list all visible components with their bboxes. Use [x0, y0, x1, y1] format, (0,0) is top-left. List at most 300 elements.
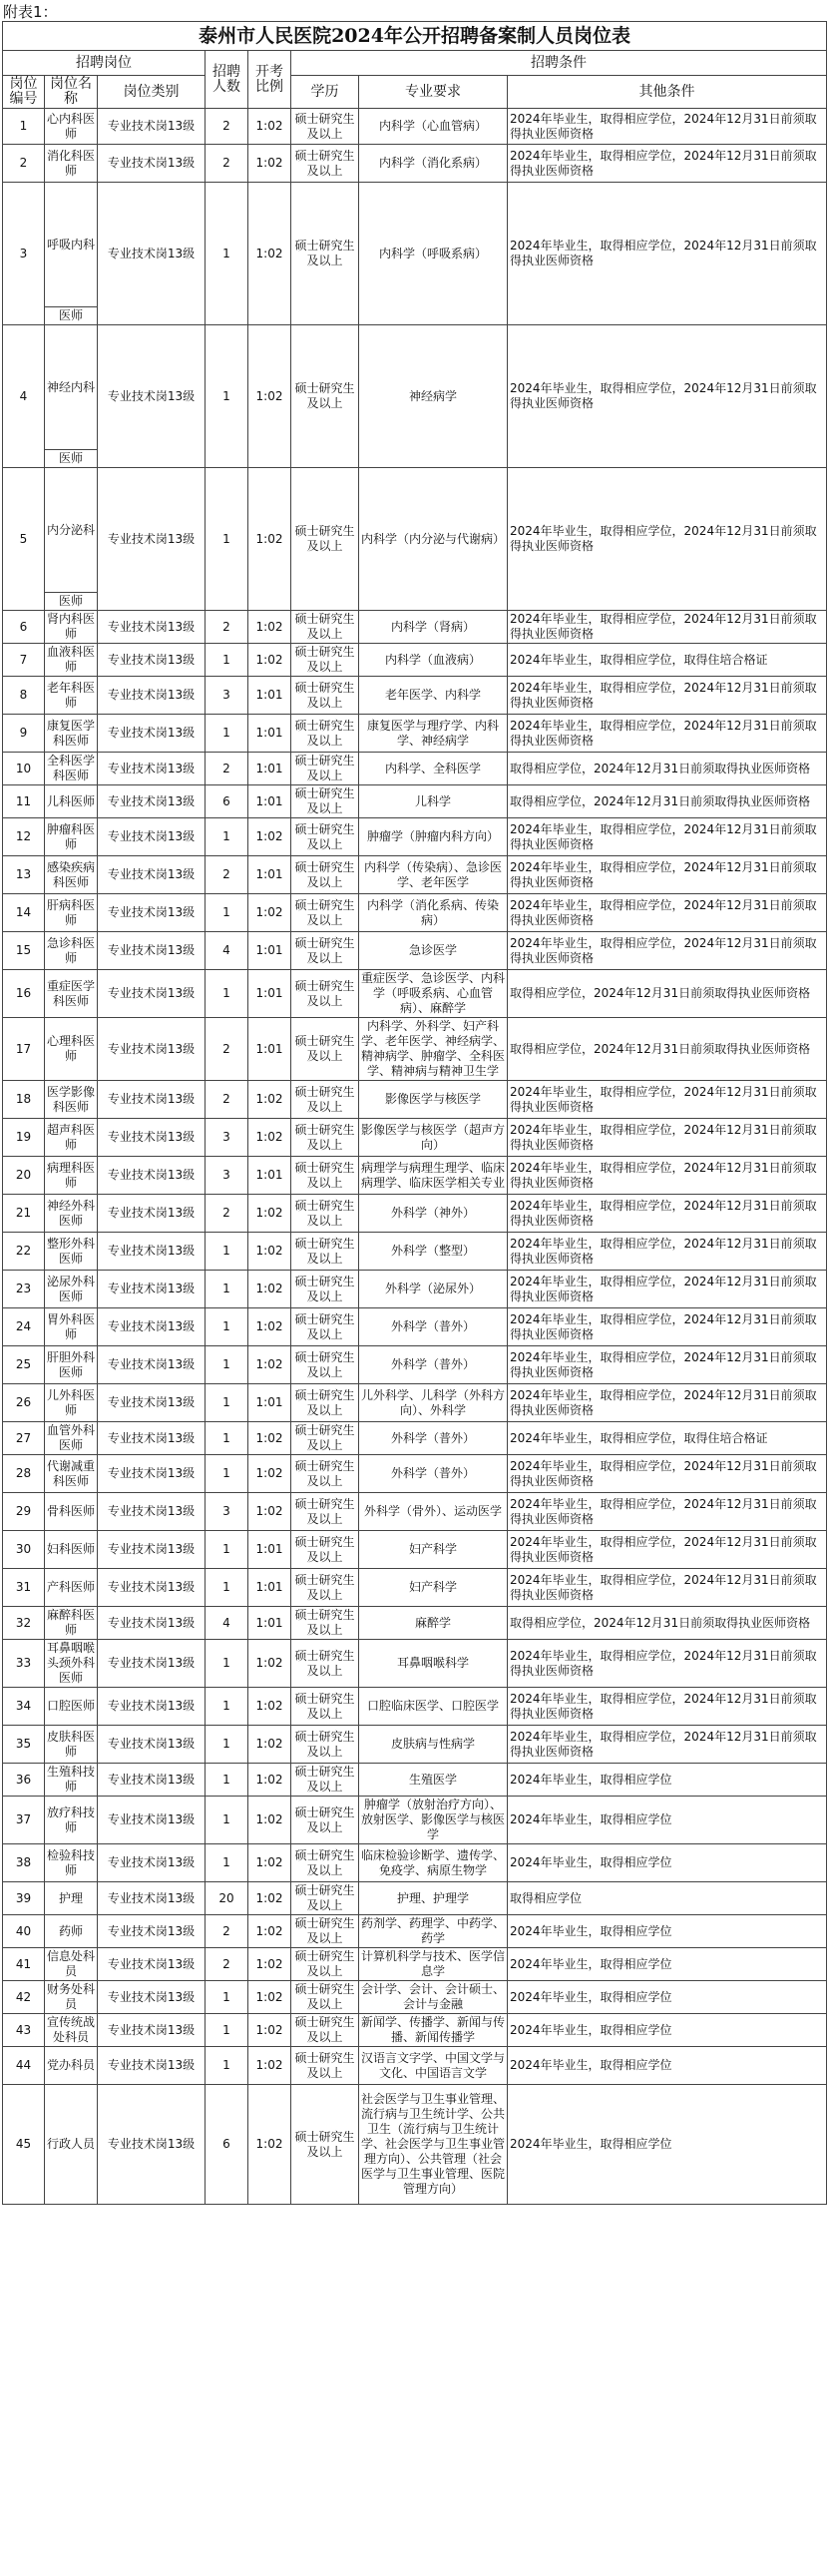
cell-count: 2 [206, 856, 248, 894]
cell-ratio: 1:02 [248, 1797, 291, 1844]
cell-other: 2024年毕业生，取得相应学位，2024年12月31日前须取得执业医师资格 [508, 1640, 827, 1688]
cell-ratio: 1:01 [248, 1531, 291, 1569]
cell-major: 内科学（心血管病） [359, 109, 508, 145]
cell-code: 41 [3, 1948, 45, 1981]
cell-count: 1 [206, 644, 248, 677]
cell-count: 1 [206, 1797, 248, 1844]
cell-major: 内科学、外科学、妇产科学、老年医学、神经病学、精神病学、肿瘤学、全科医学、精神病与精神卫生学 [359, 1018, 508, 1081]
table-row [3, 611, 827, 644]
cell-major: 新闻学、传播学、新闻与传播、新闻传播学 [359, 2014, 508, 2047]
cell-education: 硕士研究生及以上 [291, 894, 359, 932]
cell-category: 专业技术岗13级 [98, 894, 206, 932]
cell-code: 3 [3, 183, 45, 325]
table-row [3, 1195, 827, 1233]
cell-ratio: 1:02 [248, 1915, 291, 1948]
cell-ratio: 1:02 [248, 644, 291, 677]
cell-name: 儿科医师 [45, 785, 98, 818]
header-category: 岗位类别 [98, 76, 206, 109]
cell-name: 超声科医师 [45, 1119, 98, 1157]
cell-major: 康复医学与理疗学、内科学、神经病学 [359, 715, 508, 753]
cell-ratio: 1:02 [248, 1764, 291, 1797]
cell-ratio: 1:02 [248, 325, 291, 468]
table-row [3, 1455, 827, 1493]
cell-category: 专业技术岗13级 [98, 2014, 206, 2047]
header-code: 岗位编号 [3, 76, 45, 109]
table-row [3, 785, 827, 818]
table-row [3, 109, 827, 145]
cell-count: 1 [206, 1455, 248, 1493]
cell-major: 外科学（骨外）、运动医学 [359, 1493, 508, 1531]
cell-name: 血液科医师 [45, 644, 98, 677]
cell-education: 硕士研究生及以上 [291, 1882, 359, 1915]
cell-ratio: 1:02 [248, 145, 291, 183]
cell-name: 神经外科医师 [45, 1195, 98, 1233]
cell-education: 硕士研究生及以上 [291, 468, 359, 611]
cell-count: 1 [206, 325, 248, 468]
cell-category: 专业技术岗13级 [98, 1081, 206, 1119]
cell-code: 30 [3, 1531, 45, 1569]
table-row [3, 1569, 827, 1607]
cell-count: 2 [206, 611, 248, 644]
cell-count: 1 [206, 715, 248, 753]
cell-count: 1 [206, 183, 248, 325]
cell-code: 12 [3, 818, 45, 856]
cell-name: 药师 [45, 1915, 98, 1948]
cell-other: 2024年毕业生，取得相应学位，2024年12月31日前须取得执业医师资格 [508, 1384, 827, 1422]
cell-other: 2024年毕业生，取得相应学位，2024年12月31日前须取得执业医师资格 [508, 468, 827, 611]
cell-major: 外科学（泌尿外） [359, 1271, 508, 1308]
cell-major: 计算机科学与技术、医学信息学 [359, 1948, 508, 1981]
cell-code: 6 [3, 611, 45, 644]
cell-ratio: 1:02 [248, 109, 291, 145]
cell-education: 硕士研究生及以上 [291, 325, 359, 468]
cell-category: 专业技术岗13级 [98, 1493, 206, 1531]
header-major: 专业要求 [359, 76, 508, 109]
cell-other: 2024年毕业生，取得相应学位 [508, 1948, 827, 1981]
cell-education: 硕士研究生及以上 [291, 1195, 359, 1233]
cell-count: 1 [206, 468, 248, 611]
cell-major: 耳鼻咽喉科学 [359, 1640, 508, 1688]
cell-education: 硕士研究生及以上 [291, 1233, 359, 1271]
cell-name: 儿外科医师 [45, 1384, 98, 1422]
cell-education: 硕士研究生及以上 [291, 1308, 359, 1346]
cell-ratio: 1:02 [248, 2014, 291, 2047]
cell-count: 3 [206, 1119, 248, 1157]
cell-name: 神经内科 [45, 325, 98, 450]
cell-name: 心理科医师 [45, 1018, 98, 1081]
cell-major: 外科学（普外） [359, 1455, 508, 1493]
cell-count: 1 [206, 1531, 248, 1569]
cell-code: 21 [3, 1195, 45, 1233]
cell-education: 硕士研究生及以上 [291, 1915, 359, 1948]
cell-name: 麻醉科医师 [45, 1607, 98, 1640]
cell-major: 肿瘤学（放射治疗方向）、放射医学、影像医学与核医学 [359, 1797, 508, 1844]
cell-name: 肿瘤科医师 [45, 818, 98, 856]
cell-other: 取得相应学位，2024年12月31日前须取得执业医师资格 [508, 970, 827, 1018]
table-row [3, 325, 827, 450]
table-row [3, 145, 827, 183]
cell-major: 内科学（消化系病） [359, 145, 508, 183]
cell-count: 1 [206, 1764, 248, 1797]
cell-ratio: 1:01 [248, 1569, 291, 1607]
cell-category: 专业技术岗13级 [98, 677, 206, 715]
cell-code: 35 [3, 1726, 45, 1764]
cell-category: 专业技术岗13级 [98, 1119, 206, 1157]
cell-education: 硕士研究生及以上 [291, 1569, 359, 1607]
cell-name: 血管外科医师 [45, 1422, 98, 1455]
cell-name: 生殖科技师 [45, 1764, 98, 1797]
cell-education: 硕士研究生及以上 [291, 145, 359, 183]
cell-code: 42 [3, 1981, 45, 2014]
cell-category: 专业技术岗13级 [98, 2047, 206, 2085]
cell-name: 感染疾病科医师 [45, 856, 98, 894]
table-row [3, 2014, 827, 2047]
cell-name: 全科医学科医师 [45, 753, 98, 785]
cell-other: 2024年毕业生，取得相应学位，2024年12月31日前须取得执业医师资格 [508, 715, 827, 753]
table-row [3, 1119, 827, 1157]
cell-ratio: 1:01 [248, 970, 291, 1018]
cell-other: 取得相应学位，2024年12月31日前须取得执业医师资格 [508, 785, 827, 818]
cell-major: 病理学与病理生理学、临床病理学、临床医学相关专业 [359, 1157, 508, 1195]
cell-education: 硕士研究生及以上 [291, 1081, 359, 1119]
cell-other: 2024年毕业生，取得相应学位，2024年12月31日前须取得执业医师资格 [508, 325, 827, 468]
cell-code: 10 [3, 753, 45, 785]
cell-count: 1 [206, 818, 248, 856]
cell-name: 皮肤科医师 [45, 1726, 98, 1764]
cell-category: 专业技术岗13级 [98, 1233, 206, 1271]
cell-code: 5 [3, 468, 45, 611]
cell-category: 专业技术岗13级 [98, 1157, 206, 1195]
cell-category: 专业技术岗13级 [98, 1607, 206, 1640]
cell-education: 硕士研究生及以上 [291, 1493, 359, 1531]
cell-code: 16 [3, 970, 45, 1018]
cell-education: 硕士研究生及以上 [291, 644, 359, 677]
cell-count: 20 [206, 1882, 248, 1915]
cell-other: 2024年毕业生，取得相应学位，2024年12月31日前须取得执业医师资格 [508, 1308, 827, 1346]
cell-education: 硕士研究生及以上 [291, 183, 359, 325]
cell-count: 1 [206, 1384, 248, 1422]
cell-category: 专业技术岗13级 [98, 1346, 206, 1384]
cell-category: 专业技术岗13级 [98, 644, 206, 677]
table-row [3, 2047, 827, 2085]
cell-category: 专业技术岗13级 [98, 183, 206, 325]
cell-other: 2024年毕业生，取得相应学位，2024年12月31日前须取得执业医师资格 [508, 677, 827, 715]
cell-name: 消化科医师 [45, 145, 98, 183]
cell-ratio: 1:02 [248, 1271, 291, 1308]
cell-education: 硕士研究生及以上 [291, 2085, 359, 2205]
cell-education: 硕士研究生及以上 [291, 1948, 359, 1981]
cell-education: 硕士研究生及以上 [291, 1422, 359, 1455]
cell-code: 33 [3, 1640, 45, 1688]
table-row [3, 1882, 827, 1915]
cell-count: 2 [206, 753, 248, 785]
cell-category: 专业技术岗13级 [98, 1981, 206, 2014]
cell-category: 专业技术岗13级 [98, 1726, 206, 1764]
cell-category: 专业技术岗13级 [98, 611, 206, 644]
cell-category: 专业技术岗13级 [98, 970, 206, 1018]
header-other: 其他条件 [508, 76, 827, 109]
cell-other: 2024年毕业生，取得相应学位，2024年12月31日前须取得执业医师资格 [508, 1346, 827, 1384]
cell-major: 重症医学、急诊医学、内科学（呼吸系病、心血管病）、麻醉学 [359, 970, 508, 1018]
cell-count: 1 [206, 1271, 248, 1308]
cell-ratio: 1:02 [248, 1422, 291, 1455]
cell-name: 检验科技师 [45, 1844, 98, 1882]
cell-other: 2024年毕业生，取得相应学位，2024年12月31日前须取得执业医师资格 [508, 109, 827, 145]
cell-name-suffix: 医师 [45, 593, 98, 611]
cell-ratio: 1:02 [248, 1195, 291, 1233]
cell-ratio: 1:02 [248, 1119, 291, 1157]
cell-ratio: 1:01 [248, 1384, 291, 1422]
cell-ratio: 1:02 [248, 1081, 291, 1119]
cell-category: 专业技术岗13级 [98, 818, 206, 856]
cell-education: 硕士研究生及以上 [291, 932, 359, 970]
header-group-position: 招聘岗位 [3, 51, 206, 76]
table-row [3, 1844, 827, 1882]
cell-ratio: 1:01 [248, 785, 291, 818]
cell-ratio: 1:01 [248, 856, 291, 894]
cell-ratio: 1:02 [248, 611, 291, 644]
cell-code: 8 [3, 677, 45, 715]
cell-code: 43 [3, 2014, 45, 2047]
cell-name: 产科医师 [45, 1569, 98, 1607]
cell-ratio: 1:02 [248, 1493, 291, 1531]
cell-category: 专业技术岗13级 [98, 1797, 206, 1844]
cell-category: 专业技术岗13级 [98, 932, 206, 970]
cell-count: 1 [206, 1346, 248, 1384]
cell-category: 专业技术岗13级 [98, 468, 206, 611]
cell-ratio: 1:02 [248, 1726, 291, 1764]
cell-education: 硕士研究生及以上 [291, 1688, 359, 1726]
page-title: 泰州市人民医院2024年公开招聘备案制人员岗位表 [3, 22, 827, 51]
cell-major: 皮肤病与性病学 [359, 1726, 508, 1764]
cell-major: 内科学（呼吸系病） [359, 183, 508, 325]
table-row [3, 1764, 827, 1797]
table-row [3, 1384, 827, 1422]
cell-code: 38 [3, 1844, 45, 1882]
cell-category: 专业技术岗13级 [98, 1384, 206, 1422]
cell-education: 硕士研究生及以上 [291, 818, 359, 856]
cell-name: 康复医学科医师 [45, 715, 98, 753]
cell-count: 2 [206, 1018, 248, 1081]
cell-category: 专业技术岗13级 [98, 2085, 206, 2205]
cell-other: 取得相应学位，2024年12月31日前须取得执业医师资格 [508, 1607, 827, 1640]
table-row [3, 894, 827, 932]
header-education: 学历 [291, 76, 359, 109]
cell-category: 专业技术岗13级 [98, 1531, 206, 1569]
cell-ratio: 1:02 [248, 1455, 291, 1493]
table-row [3, 677, 827, 715]
cell-other: 2024年毕业生，取得相应学位，2024年12月31日前须取得执业医师资格 [508, 183, 827, 325]
cell-code: 9 [3, 715, 45, 753]
cell-code: 17 [3, 1018, 45, 1081]
cell-code: 27 [3, 1422, 45, 1455]
cell-ratio: 1:02 [248, 1308, 291, 1346]
cell-category: 专业技术岗13级 [98, 109, 206, 145]
cell-category: 专业技术岗13级 [98, 1271, 206, 1308]
cell-category: 专业技术岗13级 [98, 325, 206, 468]
cell-category: 专业技术岗13级 [98, 1569, 206, 1607]
table-row [3, 856, 827, 894]
cell-education: 硕士研究生及以上 [291, 677, 359, 715]
cell-other: 2024年毕业生，取得相应学位，2024年12月31日前须取得执业医师资格 [508, 932, 827, 970]
cell-major: 妇产科学 [359, 1569, 508, 1607]
cell-code: 19 [3, 1119, 45, 1157]
cell-count: 1 [206, 1422, 248, 1455]
header-name: 岗位名称 [45, 76, 98, 109]
cell-category: 专业技术岗13级 [98, 145, 206, 183]
cell-category: 专业技术岗13级 [98, 1640, 206, 1688]
cell-ratio: 1:02 [248, 468, 291, 611]
cell-education: 硕士研究生及以上 [291, 611, 359, 644]
cell-other: 2024年毕业生，取得相应学位，2024年12月31日前须取得执业医师资格 [508, 145, 827, 183]
cell-category: 专业技术岗13级 [98, 856, 206, 894]
cell-major: 生殖医学 [359, 1764, 508, 1797]
cell-count: 4 [206, 932, 248, 970]
cell-count: 2 [206, 109, 248, 145]
table-row [3, 1018, 827, 1081]
cell-name: 肾内科医师 [45, 611, 98, 644]
cell-ratio: 1:02 [248, 183, 291, 325]
cell-major: 外科学（普外） [359, 1308, 508, 1346]
cell-count: 1 [206, 970, 248, 1018]
cell-code: 45 [3, 2085, 45, 2205]
cell-education: 硕士研究生及以上 [291, 1018, 359, 1081]
cell-other: 2024年毕业生，取得相应学位，2024年12月31日前须取得执业医师资格 [508, 1157, 827, 1195]
cell-major: 外科学（普外） [359, 1422, 508, 1455]
cell-category: 专业技术岗13级 [98, 1915, 206, 1948]
table-row [3, 1157, 827, 1195]
cell-name: 骨科医师 [45, 1493, 98, 1531]
cell-other: 取得相应学位 [508, 1882, 827, 1915]
cell-count: 3 [206, 677, 248, 715]
cell-name: 护理 [45, 1882, 98, 1915]
table-row [3, 644, 827, 677]
cell-major: 口腔临床医学、口腔医学 [359, 1688, 508, 1726]
cell-ratio: 1:01 [248, 1607, 291, 1640]
table-row [3, 970, 827, 1018]
cell-education: 硕士研究生及以上 [291, 1726, 359, 1764]
cell-code: 22 [3, 1233, 45, 1271]
table-row [3, 468, 827, 593]
cell-category: 专业技术岗13级 [98, 1455, 206, 1493]
cell-name: 重症医学科医师 [45, 970, 98, 1018]
cell-name: 妇科医师 [45, 1531, 98, 1569]
cell-category: 专业技术岗13级 [98, 753, 206, 785]
cell-code: 7 [3, 644, 45, 677]
cell-code: 26 [3, 1384, 45, 1422]
table-row [3, 1308, 827, 1346]
cell-category: 专业技术岗13级 [98, 1764, 206, 1797]
cell-ratio: 1:02 [248, 1688, 291, 1726]
cell-category: 专业技术岗13级 [98, 1018, 206, 1081]
cell-education: 硕士研究生及以上 [291, 1531, 359, 1569]
table-row [3, 1915, 827, 1948]
cell-ratio: 1:02 [248, 1948, 291, 1981]
attachment-label: 附表1： [3, 3, 58, 21]
cell-name: 内分泌科 [45, 468, 98, 593]
cell-code: 29 [3, 1493, 45, 1531]
cell-code: 23 [3, 1271, 45, 1308]
cell-ratio: 1:01 [248, 932, 291, 970]
cell-name: 宣传统战处科员 [45, 2014, 98, 2047]
cell-major: 麻醉学 [359, 1607, 508, 1640]
cell-count: 1 [206, 1688, 248, 1726]
cell-category: 专业技术岗13级 [98, 1948, 206, 1981]
cell-code: 24 [3, 1308, 45, 1346]
cell-education: 硕士研究生及以上 [291, 1844, 359, 1882]
table-row [3, 715, 827, 753]
cell-count: 1 [206, 894, 248, 932]
cell-major: 会计学、会计、会计硕士、会计与金融 [359, 1981, 508, 2014]
cell-ratio: 1:01 [248, 1157, 291, 1195]
cell-other: 2024年毕业生，取得相应学位，2024年12月31日前须取得执业医师资格 [508, 1233, 827, 1271]
cell-name: 信息处科员 [45, 1948, 98, 1981]
cell-count: 1 [206, 1640, 248, 1688]
cell-name: 整形外科医师 [45, 1233, 98, 1271]
cell-code: 44 [3, 2047, 45, 2085]
cell-ratio: 1:01 [248, 677, 291, 715]
cell-count: 1 [206, 2047, 248, 2085]
cell-code: 18 [3, 1081, 45, 1119]
cell-education: 硕士研究生及以上 [291, 1797, 359, 1844]
cell-other: 2024年毕业生，取得相应学位 [508, 2085, 827, 2205]
cell-ratio: 1:02 [248, 1981, 291, 2014]
cell-education: 硕士研究生及以上 [291, 1764, 359, 1797]
table-row [3, 1797, 827, 1844]
cell-other: 2024年毕业生，取得相应学位，取得住培合格证 [508, 1422, 827, 1455]
cell-category: 专业技术岗13级 [98, 1688, 206, 1726]
cell-other: 2024年毕业生，取得相应学位，2024年12月31日前须取得执业医师资格 [508, 1531, 827, 1569]
cell-major: 儿外科学、儿科学（外科方向）、外科学 [359, 1384, 508, 1422]
cell-education: 硕士研究生及以上 [291, 2014, 359, 2047]
table-row [3, 1981, 827, 2014]
cell-ratio: 1:02 [248, 1882, 291, 1915]
cell-code: 37 [3, 1797, 45, 1844]
cell-major: 急诊医学 [359, 932, 508, 970]
table-row [3, 2085, 827, 2205]
cell-code: 20 [3, 1157, 45, 1195]
cell-education: 硕士研究生及以上 [291, 970, 359, 1018]
table-row [3, 1422, 827, 1455]
cell-count: 1 [206, 1844, 248, 1882]
table-row [3, 1948, 827, 1981]
cell-count: 1 [206, 2014, 248, 2047]
cell-name: 老年科医师 [45, 677, 98, 715]
cell-name: 耳鼻咽喉头颈外科医师 [45, 1640, 98, 1688]
cell-other: 2024年毕业生，取得相应学位，2024年12月31日前须取得执业医师资格 [508, 894, 827, 932]
cell-education: 硕士研究生及以上 [291, 1981, 359, 2014]
cell-major: 儿科学 [359, 785, 508, 818]
table-row [3, 818, 827, 856]
cell-major: 药剂学、药理学、中药学、药学 [359, 1915, 508, 1948]
cell-name: 泌尿外科医师 [45, 1271, 98, 1308]
cell-name: 代谢减重科医师 [45, 1455, 98, 1493]
cell-major: 妇产科学 [359, 1531, 508, 1569]
cell-ratio: 1:01 [248, 715, 291, 753]
cell-major: 临床检验诊断学、遗传学、免疫学、病原生物学 [359, 1844, 508, 1882]
table-row [3, 1271, 827, 1308]
cell-code: 1 [3, 109, 45, 145]
table-row [3, 1493, 827, 1531]
cell-major: 老年医学、内科学 [359, 677, 508, 715]
cell-other: 2024年毕业生，取得相应学位，2024年12月31日前须取得执业医师资格 [508, 818, 827, 856]
cell-count: 2 [206, 1915, 248, 1948]
cell-ratio: 1:01 [248, 1018, 291, 1081]
cell-major: 外科学（整型） [359, 1233, 508, 1271]
cell-education: 硕士研究生及以上 [291, 1384, 359, 1422]
cell-code: 36 [3, 1764, 45, 1797]
cell-ratio: 1:01 [248, 753, 291, 785]
